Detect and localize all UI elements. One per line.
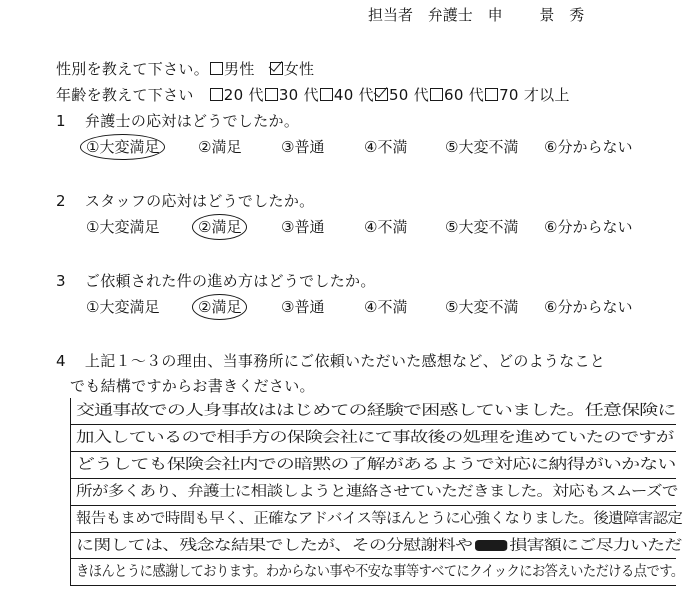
age-70plus-checkbox[interactable] [485,88,498,101]
age-30s-label: 30 代 [278,86,319,104]
answer-line-6b: 損害額 [509,538,562,554]
age-60s-checkbox[interactable] [430,88,443,101]
q2-number: 2 [56,192,66,210]
header-title: 弁護士 [427,6,473,24]
header-surname: 申 [487,6,503,24]
q1-option-5[interactable]: ⑤大変不満 [445,138,519,156]
q3-option-4[interactable]: ④不満 [364,298,408,316]
q4-number: 4 [56,352,66,370]
q4-line-1: 上記１～３の理由、当事務所にご依頼いただいた感想など、どのようなこと [84,352,606,370]
gender-male-checkbox[interactable] [210,62,223,75]
answer-line-1: 交通事故での人身事故ははじめての経験で困惑していました。任意保険に [76,403,676,419]
answer-line-4: 所が多くあり、弁護士に相談しようと連絡させていただきました。対応もスムーズで [76,484,678,500]
age-row [56,86,570,104]
q3-title [56,272,376,290]
gender-female-label: 女性 [283,60,315,78]
age-50s-label: 50 代 [388,86,430,104]
gender-row [56,60,314,78]
answer-line-6 [76,537,682,555]
q3-option-6[interactable]: ⑥分からない [544,298,633,316]
header-role: 担当者 [368,6,414,24]
age-20s-checkbox[interactable] [210,88,223,101]
q2-option-3[interactable]: ③普通 [281,218,325,236]
q1-option-3[interactable]: ③普通 [281,138,325,156]
q3-text: ご依頼された件の進め方はどうでしたか。 [84,272,376,290]
answer-box-left-edge [70,398,71,585]
answer-line-3: どうしても保険会社内での暗黙の了解があるようで対応に納得がいかない [76,457,676,473]
q1-title [56,112,299,130]
answer-rule-3 [70,478,676,479]
q3-option-2[interactable]: ②満足 [198,298,242,316]
answer-rule-7 [70,585,676,586]
answer-rule-6 [70,558,676,559]
q2-text: スタッフの応対はどうでしたか。 [84,192,315,210]
q1-number: 1 [56,112,66,130]
q3-option-5[interactable]: ⑤大変不満 [445,298,519,316]
header-given-1: 景 [539,6,555,24]
q2-option-6[interactable]: ⑥分からない [544,218,633,236]
q4-title [56,352,605,370]
gender-male-label: 男性 [224,60,255,78]
q1-option-1[interactable]: ①大変満足 [86,138,160,156]
q2-option-2[interactable]: ②満足 [198,218,242,236]
scribbled-out-text [475,540,507,551]
age-20s-label: 20 代 [223,86,264,104]
age-30s-checkbox[interactable] [265,88,278,101]
q3-option-3[interactable]: ③普通 [281,298,325,316]
q2-option-1[interactable]: ①大変満足 [86,218,160,236]
header-staff [368,4,584,25]
q1-text: 弁護士の応対はどうでしたか。 [84,112,300,130]
q1-option-4[interactable]: ④不満 [364,138,408,156]
answer-line-2: 加入しているので相手方の保険会社にて事故後の処理を進めていたのですが [76,430,674,446]
age-60s-label: 60 代 [444,86,485,104]
q3-option-1[interactable]: ①大変満足 [86,298,160,316]
answer-rule-5 [70,532,676,533]
gender-question: 性別を教えて下さい。 [56,60,210,78]
age-40s-label: 40 代 [333,86,374,104]
answer-rule-4 [70,505,676,506]
q1-option-6[interactable]: ⑥分からない [544,138,633,156]
q2-option-5[interactable]: ⑤大変不満 [445,218,519,236]
gender-female-checkbox[interactable] [270,62,283,75]
header-given-2: 秀 [569,6,585,24]
q1-option-2[interactable]: ②満足 [198,138,242,156]
answer-line-6c: にご尽力いただ [561,538,682,554]
q3-number: 3 [56,272,66,290]
q4-line-2: でも結構ですからお書きください。 [70,377,315,395]
answer-line-5: 報告もまめで時間も早く、正確なアドバイス等ほんとうに心強くなりました。後遺障害認定 [76,511,683,527]
answer-rule-1 [70,424,676,425]
q2-title [56,192,314,210]
age-70plus-label: 70 才以上 [499,86,570,104]
q2-option-4[interactable]: ④不満 [364,218,408,236]
answer-line-6a: に関しては、残念な結果でしたが、その分慰謝料や [76,538,473,554]
age-40s-checkbox[interactable] [320,88,333,101]
age-50s-checkbox[interactable] [375,88,388,101]
age-question: 年齢を教えて下さい [56,86,194,104]
answer-line-7: きほんとうに感謝しております。わからない事や不安な事等すべてにクイックにお答えいただける点です。 [76,564,684,580]
answer-rule-2 [70,451,676,452]
